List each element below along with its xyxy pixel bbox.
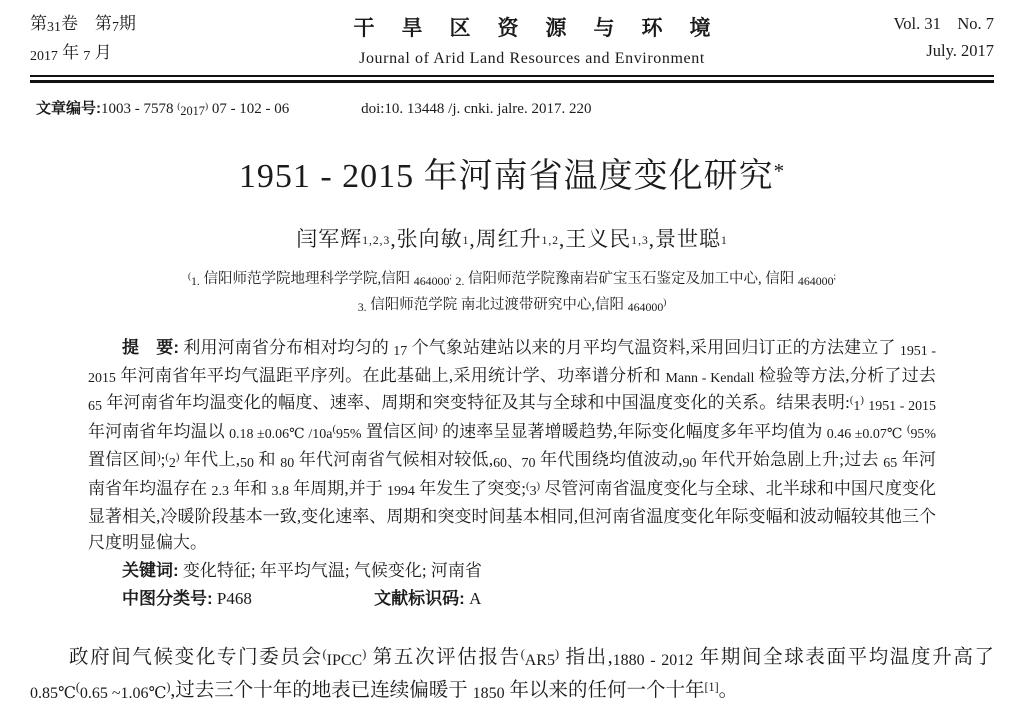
clc-value: P468 (216, 589, 252, 608)
issue-date-en: July. 2017 (926, 41, 994, 60)
affiliations (30, 267, 994, 319)
issue-date-line: 2017 年 7 月 (30, 43, 112, 64)
keywords-text: 变化特征; 年平均气温; 气候变化; 河南省 (182, 561, 482, 580)
doi: doi:10. 13448 /j. cnki. jalre. 2017. 220 (361, 101, 592, 117)
authors-line: 闫军辉1,2,3,张向敏1,周红升1,2,王义民1,3,景世聪1 (296, 227, 728, 251)
journal-title-cn: 干旱区资源与环境 (353, 16, 738, 40)
volume-info (834, 10, 994, 64)
keywords-label: 关键词: (122, 561, 179, 580)
doc-code-value: A (469, 589, 482, 608)
abstract (58, 335, 966, 555)
header-divider (30, 75, 994, 83)
doc-code-label: 文献标识码: (374, 589, 465, 608)
journal-title-block (230, 10, 834, 68)
affiliation-line-2: 3. 信阳师范学院 南北过渡带研究中心,信阳 464000) (357, 296, 667, 314)
article-number: 文章编号:1003 - 7578 (2017) 07 - 102 - 06 (36, 100, 290, 118)
journal-title-en: Journal of Arid Land Resources and Environment (359, 50, 705, 67)
keywords-row (58, 558, 966, 584)
affiliation-line-1: (1. 信阳师范学院地理科学学院,信阳 464000; 2. 信阳师范学院豫南岩矿宝玉石鉴定及加工中心, 信阳 464000; (187, 270, 837, 288)
abstract-text: 利用河南省分布相对均匀的 17 个气象站建站以来的月平均气温资料,采用回归订正的方法建立了 1951 - 2015 年河南省年平均气温距平序列。在此基础上,采用统计学、功率谱分析和 Mann - Kendall 检验等方法,分析了过去 65 年河南省年均温变化的幅度、速率、周期和突变特征及其与全球和中国温度变化的关系。结果表明:(1) 1951 - 2015 年河南省年均温以 0.18 ±0.06℃ /10a(95% 置信区间) 的速率呈显著增暖趋势,年际变化幅度多年平均值为 0.46 ±0.07℃ (95% 置信区间);(2) 年代上,50 和 80 年代河南省气候相对较低,60、70 年代围绕均值波动,90 年代开始急剧上升;过去 65 年河南省年均温存在 2.3 年和 3.8 年周期,并于 1994 年发生了突变;(3) 尽管河南省温度变化与全球、北半球和中国尺度变化显著相关,冷暖阶段基本一致,变化速率、周期和突变时间基本相同,但河南省温度变化年际变幅和波动幅较其他三个尺度明显偏大。 (88, 338, 937, 552)
intro-paragraph: 政府间气候变化专门委员会(IPCC) 第五次评估报告(AR5) 指出,1880 - 2012 年期间全球表面平均温度升高了 0.85℃(0.65 ~1.06℃),过去三个十年的地表已连续偏暖于 1850 年以来的任何一个十年[1]。 (30, 646, 994, 703)
volume-number: Vol. 31 No. 7 (893, 14, 994, 33)
issue-info (30, 10, 230, 68)
clc-label: 中图分类号: (122, 589, 213, 608)
journal-header (30, 10, 994, 68)
issue-volume-line: 第31卷 第7期 (30, 14, 136, 35)
article-meta (30, 97, 994, 118)
paper-title: 1951 - 2015 年河南省温度变化研究* (238, 158, 786, 195)
classification-row (58, 586, 966, 612)
abstract-label: 提 要: (122, 338, 180, 357)
